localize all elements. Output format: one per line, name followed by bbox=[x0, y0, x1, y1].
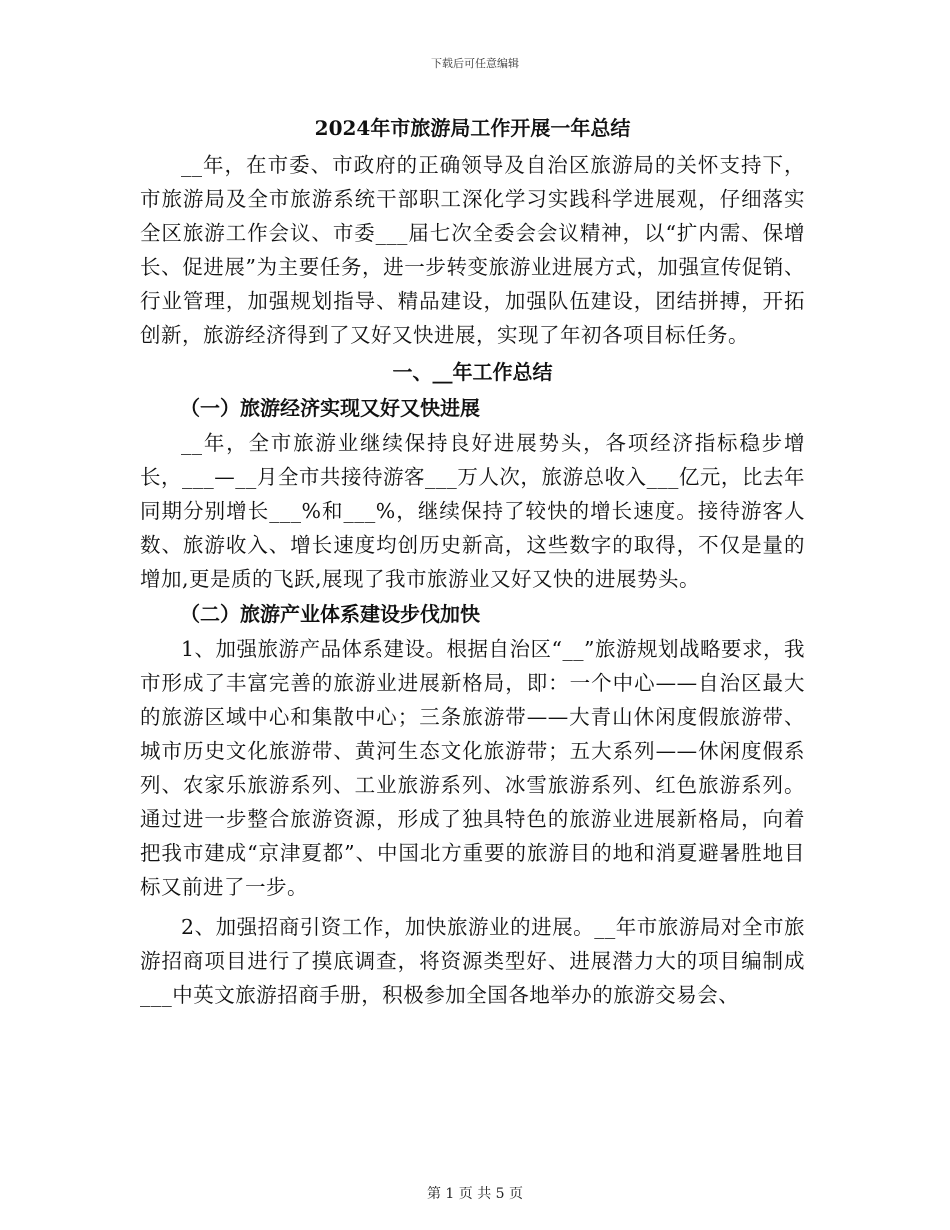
sub1-paragraph: __年，全市旅游业继续保持良好进展势头，各项经济指标稳步增长，___—__月全市共接待游客___万人次，旅游总收入___亿元，比去年同期分别增长___%和___%，继续保持了较快的增长速度。接待游客人数、旅游收入、增长速度均创历史新高，这些数字的取得，不仅是量的增加,更是质的飞跃,展现了我市旅游业又好又快的进展势头。 bbox=[140, 431, 805, 591]
sub2-paragraph-1: 1、加强旅游产品体系建设。根据自治区“__”旅游规划战略要求，我市形成了丰富完善的旅游业进展新格局，即：一个中心——自治区最大的旅游区域中心和集散中心；三条旅游带——大青山休闲度假旅游带、城市历史文化旅游带、黄河生态文化旅游带；五大系列——休闲度假系列、农家乐旅游系列、工业旅游系列、冰雪旅游系列、红色旅游系列。通过进一步整合旅游资源，形成了独具特色的旅游业进展新格局，向着把我市建成“京津夏都”、中国北方重要的旅游目的地和消夏避暑胜地目标又前进了一步。 bbox=[140, 637, 806, 899]
section-heading-1: 一、__年工作总结 bbox=[392, 360, 553, 384]
intro-paragraph: __年，在市委、市政府的正确领导及自治区旅游局的关怀支持下，市旅游局及全市旅游系统干部职工深化学习实践科学进展观，仔细落实全区旅游工作会议、市委___届七次全委会会议精神，以“扩内需、保增长、促进展”为主要任务，进一步转变旅游业进展方式，加强宣传促销、行业管理，加强规划指导、精品建设，加强队伍建设，团结拼搏，开拓创新，旅游经济得到了又好又快进展，实现了年初各项目标任务。 bbox=[140, 153, 805, 347]
header-note: 下载后可任意编辑 bbox=[431, 57, 519, 70]
document-title: 2024年市旅游局工作开展一年总结 bbox=[314, 116, 631, 140]
page-footer: 第 1 页 共 5 页 bbox=[426, 1186, 524, 1202]
sub-heading-1: （一）旅游经济实现又好又快进展 bbox=[180, 396, 480, 420]
document-body bbox=[140, 110, 805, 1012]
sub2-paragraph-2: 2、加强招商引资工作，加快旅游业的进展。__年市旅游局对全市旅游招商项目进行了摸底调查，将资源类型好、进展潜力大的项目编制成___中英文旅游招商手册，积极参加全国各地举办的旅游交易会、 bbox=[140, 915, 805, 1007]
sub-heading-2: （二）旅游产业体系建设步伐加快 bbox=[180, 602, 480, 626]
